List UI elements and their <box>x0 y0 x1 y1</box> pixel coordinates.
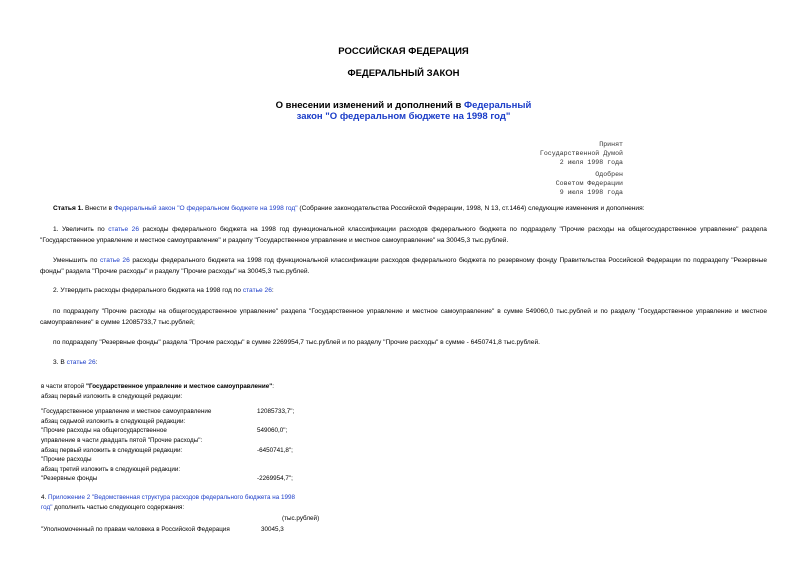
adoption-council-line-1: Одобрен <box>595 171 623 178</box>
appendix-2-link-1[interactable]: Приложение 2 "Ведомственная структура расходов федерального бюджета на 1998 <box>48 494 296 501</box>
paragraph-6-b: : <box>95 359 98 366</box>
article-1-text-b: (Собрание законодательства Российской Федерации, 1998, N 13, ст.1464) следующие изменения и дополнения: <box>297 205 645 212</box>
paragraph-6-link[interactable]: статье 26 <box>66 359 96 366</box>
paragraph-2-link[interactable]: статье 26 <box>99 257 130 264</box>
amend-line-6: управление в части двадцать пятой "Прочие расходы": <box>41 436 203 444</box>
table-row-text: "Уполномоченный по правам человека в Российской Федерация <box>41 526 230 533</box>
article-1-text-a: Внести в <box>83 205 114 212</box>
adoption-duma <box>460 140 623 167</box>
amend-line-9: абзац третий изложить в следующей редакции: <box>41 465 181 473</box>
paragraph-1-a: 1. Увеличить по <box>53 226 109 233</box>
paragraph-5: по подразделу "Резервные фонды" раздела "Прочие расходы" в сумме 2269954,7 тыс.рублей и по разделу "Прочие расходы" в сумме - 6450741,8 тыс.рублей. <box>53 339 540 346</box>
adoption-council-line-3: 9 июля 1998 года <box>559 189 623 196</box>
amend-line-3-value: 12085733,7"; <box>257 408 295 416</box>
paragraph-3 <box>53 286 767 297</box>
law-title-link-1[interactable]: Федеральный <box>463 100 532 111</box>
country-heading: РОССИЙСКАЯ ФЕДЕРАЦИЯ <box>338 46 469 57</box>
adoption-duma-line-2: Государственной Думой <box>539 150 623 157</box>
amend-line-1-a: в части второй <box>41 383 86 390</box>
paragraph-2-b: расходы федерального бюджета на 1998 год функциональной классификации расходов федерального бюджета по резервному фонду Правительства Российской Федерации по подразделу "Резервные фонды" раздела "Прочие расходы" и разделу "Прочие расходы" на 30045,3 тыс.рублей. <box>40 257 768 275</box>
paragraph-3-b: : <box>271 287 274 294</box>
amend-line-10 <box>41 474 441 484</box>
amendments-block <box>41 382 441 484</box>
article-1-label: Статья 1. <box>53 205 84 212</box>
paragraph-1-link[interactable]: статье 26 <box>108 226 139 233</box>
law-title <box>250 100 557 122</box>
amend-line-5-text: "Прочие расходы на общегосударственное <box>41 427 167 435</box>
paragraph-2-a: Уменьшить по <box>53 257 100 264</box>
paragraph-1 <box>40 225 767 246</box>
amend-line-10-value: -2269954,7"; <box>257 475 293 483</box>
paragraph-4: по подразделу "Прочие расходы на общегосударственное управление" раздела "Государственное управление и местное самоуправление" в сумме 549060,0 тыс.рублей и по разделу "Государственное управление и местное самоуправление" в сумме 12085733,7 тыс.рублей; <box>40 308 767 326</box>
article-1-intro <box>53 204 773 215</box>
table-row <box>41 525 301 535</box>
amend-line-4: абзац седьмой изложить в следующей редакции: <box>41 417 186 425</box>
amend-line-1 <box>41 382 441 392</box>
paragraph-7-a: 4. <box>41 494 49 501</box>
adoption-duma-line-3: 2 июля 1998 года <box>559 159 623 166</box>
table-unit: (тыс.рублей) <box>282 515 320 522</box>
amend-line-3 <box>41 407 441 417</box>
law-title-link-2[interactable]: закон "О федеральном бюджете на 1998 год" <box>296 111 511 122</box>
amend-line-7 <box>41 446 441 456</box>
paragraph-6-a: 3. В <box>53 359 67 366</box>
article-1-law-link[interactable]: Федеральный закон "О федеральном бюджете на 1998 год" <box>113 205 298 212</box>
adoption-council-line-2: Советом Федерации <box>555 180 623 187</box>
adoption-duma-line-1: Принят <box>599 141 623 148</box>
law-title-prefix: О внесении изменений и дополнений в <box>275 100 464 111</box>
table-row-value: 30045,3 <box>261 526 284 533</box>
law-type-heading: ФЕДЕРАЛЬНЫЙ ЗАКОН <box>347 68 460 79</box>
amend-line-1-c: : <box>272 383 274 390</box>
paragraph-6 <box>53 358 767 369</box>
paragraph-2 <box>40 256 767 277</box>
paragraph-7 <box>41 493 331 512</box>
amend-line-2: абзац первый изложить в следующей редакции: <box>41 392 183 400</box>
amend-line-3-text: "Государственное управление и местное самоуправление <box>41 408 212 416</box>
amend-line-5 <box>41 426 441 436</box>
amend-line-8: "Прочие расходы <box>41 456 92 464</box>
appendix-2-link-2[interactable]: год" <box>41 503 53 511</box>
amend-line-7-value: -6450741,8"; <box>257 446 293 454</box>
amend-line-5-value: 549060,0"; <box>257 427 288 435</box>
paragraph-3-a: 2. Утвердить расходы федерального бюджета на 1998 год по <box>53 287 243 294</box>
amend-line-10-text: "Резервные фонды <box>41 475 98 483</box>
amend-line-7-text: абзац первый изложить в следующей редакции: <box>41 446 183 454</box>
paragraph-1-b: расходы федерального бюджета на 1998 год функциональной классификации расходов федерального бюджета по подразделу "Прочие расходы на общегосударственное управление" раздела "Государственное управление и местное самоуправление" и разделу "Государственное управление и местное самоуправление" на 30045,3 тыс.рублей. <box>40 226 767 244</box>
paragraph-3-link[interactable]: статье 26 <box>242 287 272 294</box>
adoption-council <box>460 170 623 197</box>
amend-line-1-b: "Государственное управление и местное самоуправление" <box>85 383 273 390</box>
paragraph-7-b: дополнить частью следующего содержания: <box>52 503 185 511</box>
